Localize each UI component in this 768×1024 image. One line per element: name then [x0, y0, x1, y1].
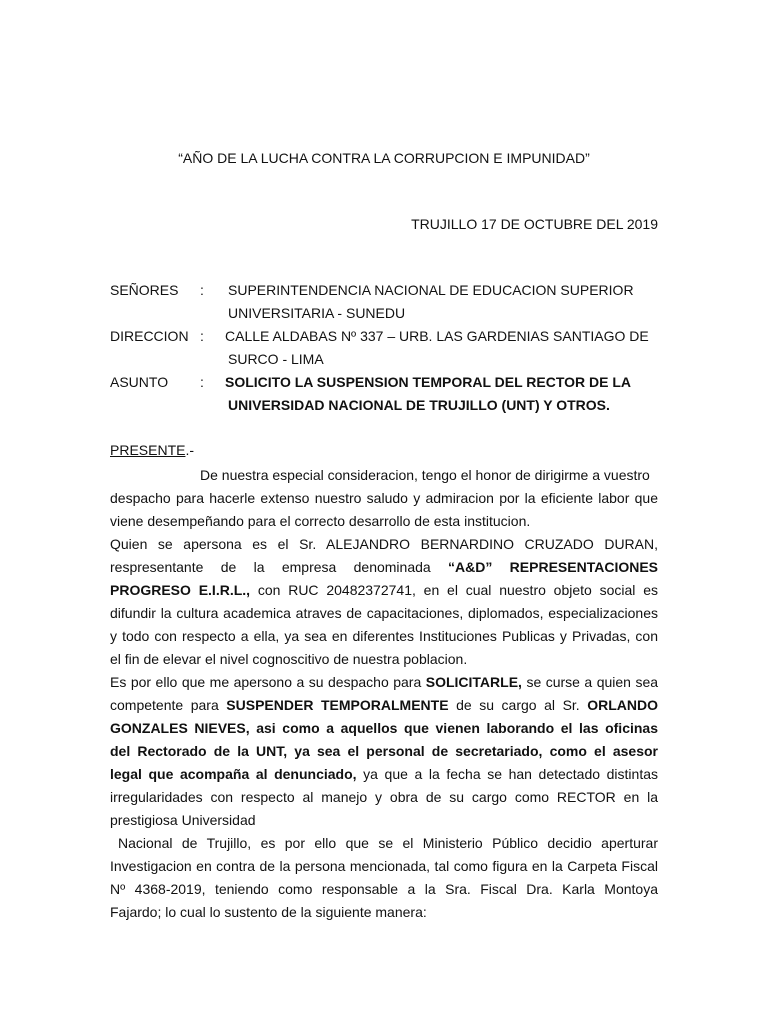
body-line: irregularidades con respecto al manejo y obra de su cargo como RECTOR en la: [110, 789, 658, 805]
body-line: viene desempeñando para el correcto desarrollo de esta institucion.: [110, 513, 531, 529]
body-line: Es por ello que me apersono a su despacho para SOLICITARLE, se curse a quien sea: [110, 674, 659, 690]
body-line: del Rectorado de la UNT, ya sea el personal de secretariado, como el asesor: [110, 743, 658, 759]
body-line: Investigacion en contra de la persona mencionada, tal como figura en la Carpeta Fiscal: [110, 858, 658, 874]
body-line: competente para SUSPENDER TEMPORALMENTE de su cargo al Sr. ORLANDO: [110, 697, 659, 713]
senores-value-line-2: UNIVERSITARIA - SUNEDU: [228, 305, 406, 321]
body-line: legal que acompaña al denunciado, ya que a la fecha se han detectado distintas: [110, 766, 658, 782]
motto-line: “AÑO DE LA LUCHA CONTRA LA CORRUPCION E IMPUNIDAD”: [178, 150, 590, 166]
body-line: Fajardo; lo cual lo sustento de la siguiente manera:: [110, 904, 427, 920]
date-line: TRUJILLO 17 DE OCTUBRE DEL 2019: [411, 216, 658, 232]
senores-colon: :: [200, 282, 204, 298]
body-line: prestigiosa Universidad: [110, 812, 256, 828]
asunto-label: ASUNTO: [110, 374, 169, 390]
body-line: De nuestra especial consideracion, tengo el honor de dirigirme a vuestro: [200, 467, 650, 483]
presente-heading: PRESENTE.-: [110, 442, 195, 458]
direccion-label: DIRECCION: [110, 328, 189, 344]
senores-value-line-1: SUPERINTENDENCIA NACIONAL DE EDUCACION SUPERIOR: [228, 282, 634, 298]
body-line: GONZALES NIEVES, asi como a aquellos que vienen laborando el las oficinas: [110, 720, 658, 736]
asunto-value-line-2: UNIVERSIDAD NACIONAL DE TRUJILLO (UNT) Y OTROS.: [228, 397, 610, 413]
senores-label: SEÑORES: [110, 282, 179, 298]
direccion-value-line-2: SURCO - LIMA: [228, 351, 324, 367]
body-line: y todo con respecto a ella, ya sea en diferentes Instituciones Publicas y Privadas, con: [110, 628, 658, 644]
direccion-value-line-1: CALLE ALDABAS Nº 337 – URB. LAS GARDENIAS SANTIAGO DE: [225, 328, 649, 344]
body-line: respresentante de la empresa denominada “A&D” REPRESENTACIONES: [110, 559, 659, 575]
asunto-value-line-1: SOLICITO LA SUSPENSION TEMPORAL DEL RECTOR DE LA: [225, 374, 632, 390]
body-line: despacho para hacerle extenso nuestro saludo y admiracion por la eficiente labor que: [110, 490, 658, 506]
asunto-colon: :: [200, 374, 204, 390]
body-line: Nacional de Trujillo, es por ello que se el Ministerio Público decidio aperturar: [118, 835, 658, 851]
body-line: Quien se apersona es el Sr. ALEJANDRO BERNARDINO CRUZADO DURAN,: [110, 536, 658, 552]
letter-body: [110, 464, 658, 924]
direccion-colon: :: [200, 328, 204, 344]
body-line: PROGRESO E.I.R.L., con RUC 20482372741, en el cual nuestro objeto social es: [110, 582, 658, 598]
body-line: el fin de elevar el nivel cognoscitivo de nuestra poblacion.: [110, 651, 468, 667]
body-line: Nº 4368-2019, teniendo como responsable a la Sra. Fiscal Dra. Karla Montoya: [110, 881, 658, 897]
body-line: difundir la cultura academica atraves de capacitaciones, diplomados, especializaciones: [110, 605, 658, 621]
